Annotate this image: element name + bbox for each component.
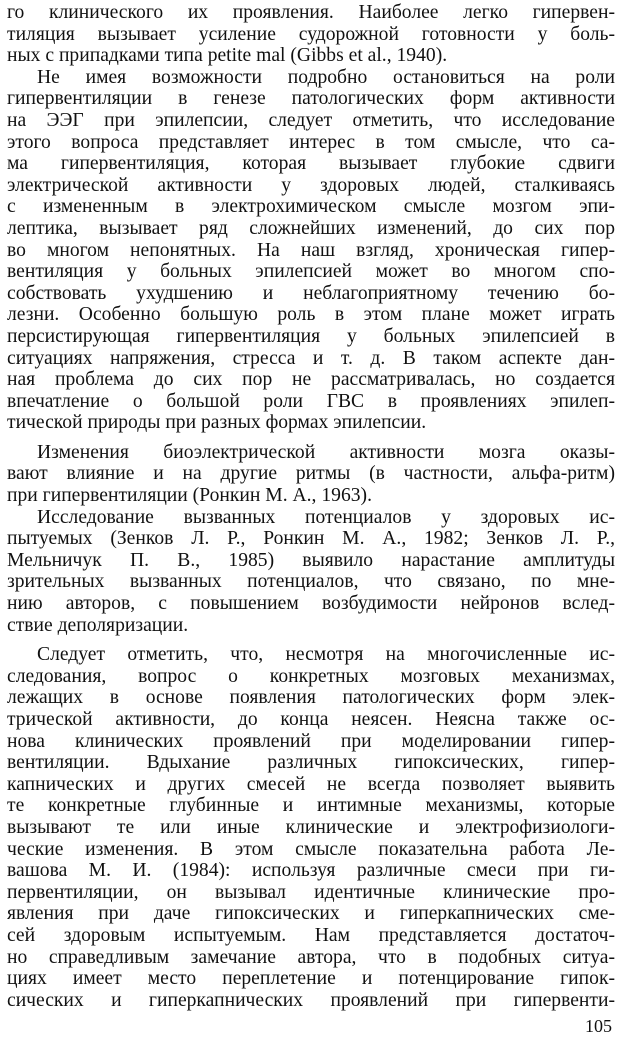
text-line: те конкретные глубинные и интимные механизмы, которые [7, 795, 615, 817]
paragraph-1 [7, 2, 615, 67]
text-line: лежащих в основе появления патологических форм элек- [7, 687, 615, 709]
text-line: нию авторов, с повышением возбудимости нейронов вслед- [7, 593, 615, 615]
text-line: нова клинических проявлений при моделировании гипер- [7, 730, 615, 752]
text-line: ная проблема до сих пор не рассматривалась, но создается [7, 369, 615, 391]
text-line: лезни. Особенно большую роль в этом плане может играть [7, 304, 615, 326]
text-line: персистирующая гипервентиляция у больных эпилепсией в [7, 325, 615, 347]
paragraph-5 [7, 644, 615, 1011]
page-number: 105 [585, 1016, 612, 1036]
text-line: ма гипервентиляция, которая вызывает глубокие сдвиги [7, 153, 615, 175]
text-line: сических и гиперкапнических проявлений при гипервенти- [7, 989, 615, 1011]
text-line: ствие деполяризации. [7, 614, 189, 636]
text-line: впечатление о большой роли ГВС в проявлениях эпилеп- [7, 390, 615, 412]
text-line: ситуациях напряжения, стресса и т. д. В таком аспекте дан- [7, 347, 615, 369]
text-line: тической природы при разных формах эпилепсии. [7, 412, 427, 434]
paragraph-4 [7, 507, 615, 637]
text-line: явления при даче гипоксических и гиперкапнических сме- [7, 903, 615, 925]
text-line: тиляция вызывает усиление судорожной готовности у боль- [7, 23, 615, 45]
text-line: пытуемых (Зенков Л. Р., Ронкин М. А., 1982; Зенков Л. Р., [7, 528, 615, 550]
text-line: вызывают те или иные клинические и электрофизиологи- [7, 816, 615, 838]
text-line: Изменения биоэлектрической активности мозга оказы- [37, 441, 615, 463]
text-line: ческие изменения. В этом смысле показательна работа Ле- [7, 838, 615, 860]
text-line: вентиляции. Вдыхание различных гипоксических, гипер- [7, 752, 615, 774]
text-line: электрической активности у здоровых людей, сталкиваясь [7, 174, 615, 196]
text-line: первентиляции, он вызывал идентичные клинические про- [7, 881, 615, 903]
text-line: лептика, вызывает ряд сложнейших изменений, до сих пор [7, 217, 615, 239]
text-line: Исследование вызванных потенциалов у здоровых ис- [37, 506, 615, 528]
text-line: следования, вопрос о конкретных мозговых механизмах, [7, 665, 615, 687]
text-line: этого вопроса представляет интерес в том смысле, что са- [7, 131, 615, 153]
text-line: циях имеет место переплетение и потенцирование гипок- [7, 968, 615, 990]
text-line: Не имея возможности подробно остановиться на роли [37, 66, 615, 88]
text-line: но справедливым замечание автора, что в подобных ситуа- [7, 946, 615, 968]
text-line: вашова М. И. (1984): используя различные смеси при ги- [7, 860, 615, 882]
text-line: ных с припадками типа petite mal (Gibbs et al., 1940). [7, 45, 448, 67]
text-line: капнических и других смесей не всегда позволяет выявить [7, 773, 615, 795]
paragraph-2 [7, 67, 615, 434]
text-line: трической активности, до конца неясен. Неясна также ос- [7, 709, 615, 730]
page-body [7, 2, 615, 1011]
text-line: при гипервентиляции (Ронкин М. А., 1963). [7, 485, 372, 507]
text-line: вентиляция у больных эпилепсией может во многом спо- [7, 261, 615, 283]
text-line: Мельничук П. В., 1985) выявило нарастание амплитуды [7, 549, 615, 571]
text-line: сей здоровым испытуемым. Нам представляется достаточ- [7, 924, 615, 946]
paragraph-3 [7, 442, 615, 507]
text-line: го клинического их проявления. Наиболее легко гипервен- [7, 2, 615, 23]
text-line: вают влияние и на другие ритмы (в частности, альфа-ритм) [7, 463, 615, 485]
text-line: гипервентиляции в генезе патологических форм активности [7, 88, 615, 110]
text-line: зрительных вызванных потенциалов, что связано, по мне- [7, 571, 615, 593]
text-line: собствовать ухудшению и неблагоприятному течению бо- [7, 282, 615, 304]
text-line: Следует отметить, что, несмотря на многочисленные ис- [37, 644, 615, 666]
text-line: с измененным в электрохимическом смысле мозгом эпи- [7, 196, 615, 218]
text-line: на ЭЭГ при эпилепсии, следует отметить, что исследование [7, 109, 615, 131]
text-line: во многом непонятных. На наш взгляд, хроническая гипер- [7, 239, 615, 261]
